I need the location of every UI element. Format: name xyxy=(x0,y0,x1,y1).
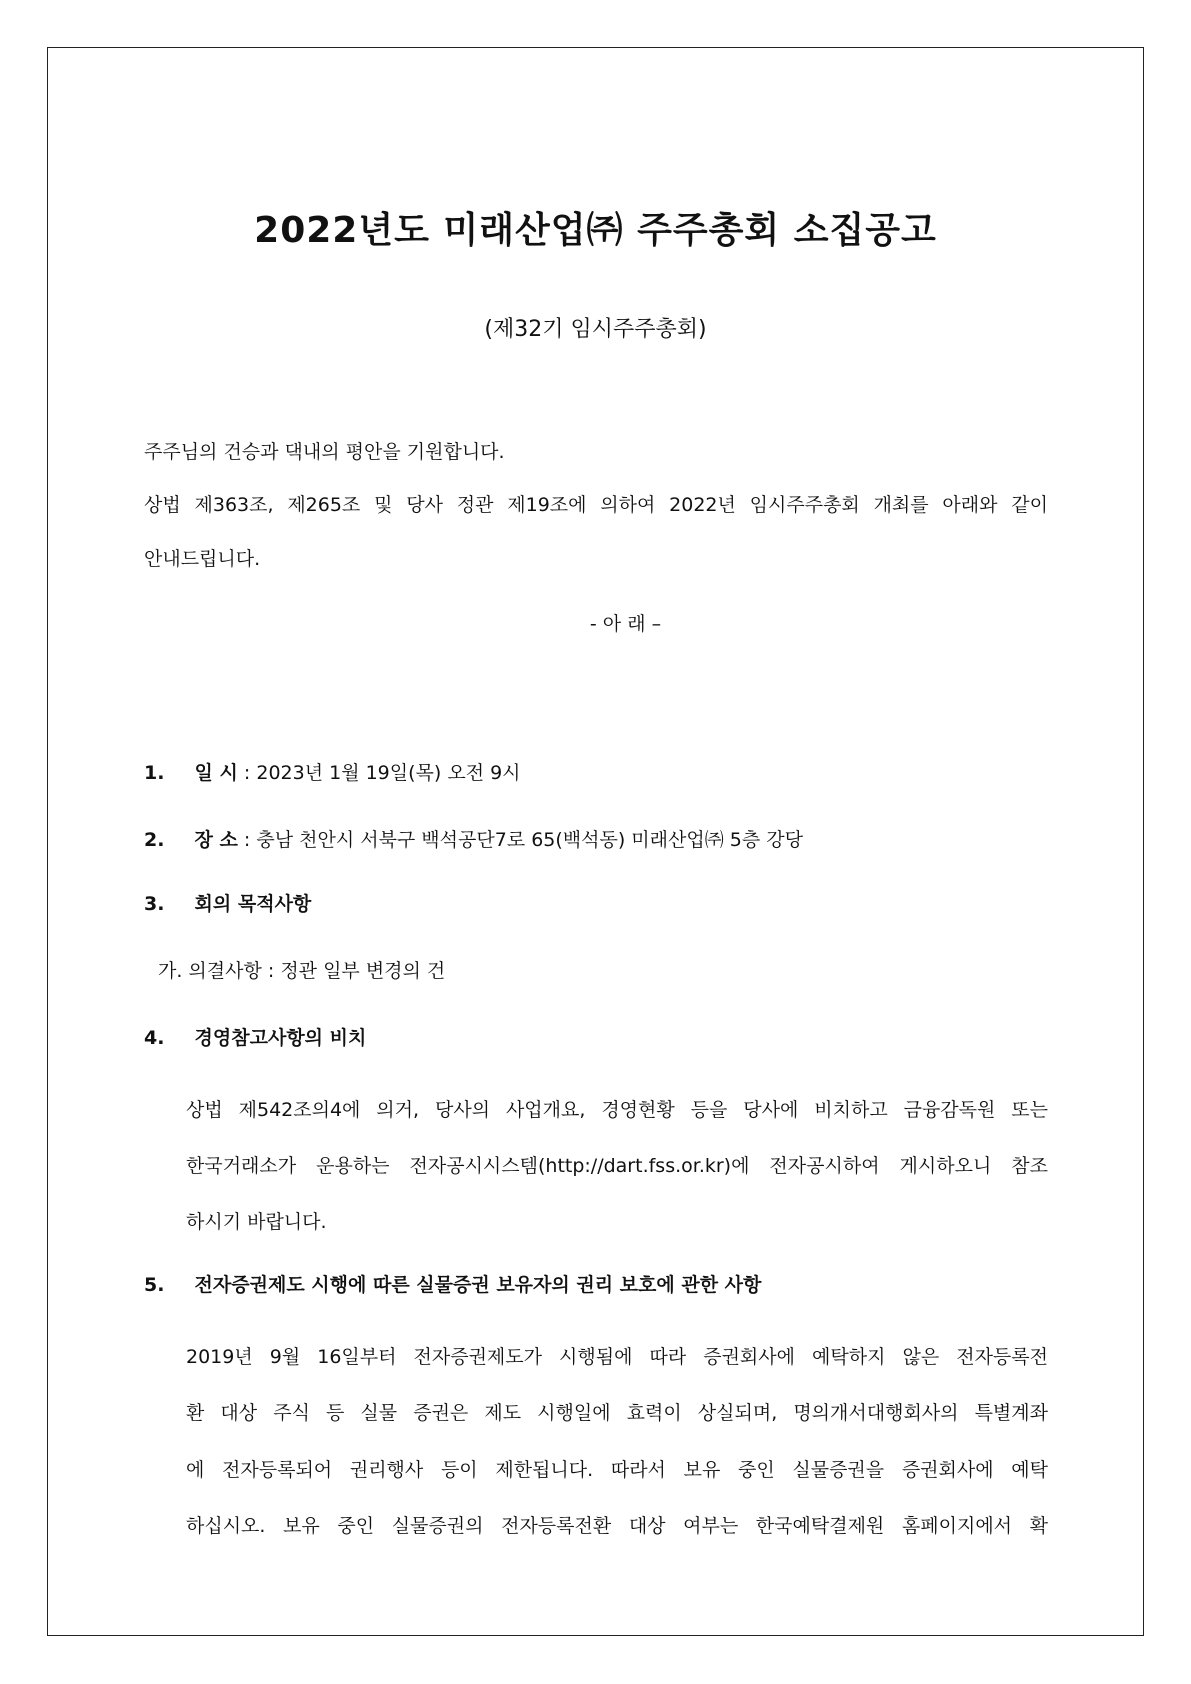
item-separator: : xyxy=(237,829,257,851)
meeting-subtitle: (제32기 임시주주총회) xyxy=(484,317,707,342)
securities-line-2: 환 대상 주식 등 실물 증권은 제도 시행일에 효력이 상실되며, 명의개서대행회사의 특별계좌 xyxy=(186,1402,1048,1424)
securities-line-4: 하십시오. 보유 중인 실물증권의 전자등록전환 대상 여부는 한국예탁결제원 홈페이지에서 확 xyxy=(186,1515,1048,1537)
item-value-place: 충남 천안시 서북구 백석공단7로 65(백석동) 미래산업㈜ 5층 강당 xyxy=(256,829,803,851)
reference-line-2: 한국거래소가 운용하는 전자공시시스템(http://dart.fss.or.kr)에 전자공시하여 게시하오니 참조 xyxy=(186,1155,1048,1177)
item-3 xyxy=(144,889,311,916)
item-label-agenda: 회의 목적사항 xyxy=(194,893,312,915)
securities-line-1: 2019년 9월 16일부터 전자증권제도가 시행됨에 따라 증권회사에 예탁하지 않은 전자등록전 xyxy=(186,1346,1048,1368)
item-number: 1. xyxy=(144,762,165,784)
item-number: 5. xyxy=(144,1274,165,1296)
item-number: 3. xyxy=(144,893,165,915)
item-number: 2. xyxy=(144,829,165,851)
item-label-place: 장 소 xyxy=(194,829,238,851)
reference-line-1: 상법 제542조의4에 의거, 당사의 사업개요, 경영현황 등을 당사에 비치하고 금융감독원 또는 xyxy=(186,1099,1048,1121)
greeting-text: 주주님의 건승과 댁내의 평안을 기원합니다. xyxy=(144,441,505,463)
item-5 xyxy=(144,1270,761,1297)
item-4 xyxy=(144,1023,366,1050)
item-separator: : xyxy=(237,762,257,784)
item-label-datetime: 일 시 xyxy=(194,762,238,784)
intro-line-1: 상법 제363조, 제265조 및 당사 정관 제19조에 의하여 2022년 임시주주총회 개최를 아래와 같이 xyxy=(144,494,1048,516)
item-value-datetime: 2023년 1월 19일(목) 오전 9시 xyxy=(256,762,521,784)
item-number: 4. xyxy=(144,1027,165,1049)
notice-title: 2022년도 미래산업㈜ 주주총회 소집공고 xyxy=(254,210,937,251)
item-2 xyxy=(144,825,803,852)
item-label-electronic-securities: 전자증권제도 시행에 따른 실물증권 보유자의 권리 보호에 관한 사항 xyxy=(194,1274,762,1296)
item-1 xyxy=(144,758,521,785)
agenda-resolution: 가. 의결사항 : 정관 일부 변경의 건 xyxy=(158,960,446,982)
item-label-reference: 경영참고사항의 비치 xyxy=(194,1027,367,1049)
below-marker: - 아 래 – xyxy=(589,613,662,635)
intro-line-2: 안내드립니다. xyxy=(144,548,261,570)
securities-line-3: 에 전자등록되어 권리행사 등이 제한됩니다. 따라서 보유 중인 실물증권을 증권회사에 예탁 xyxy=(186,1459,1048,1481)
reference-line-3: 하시기 바랍니다. xyxy=(186,1211,327,1233)
